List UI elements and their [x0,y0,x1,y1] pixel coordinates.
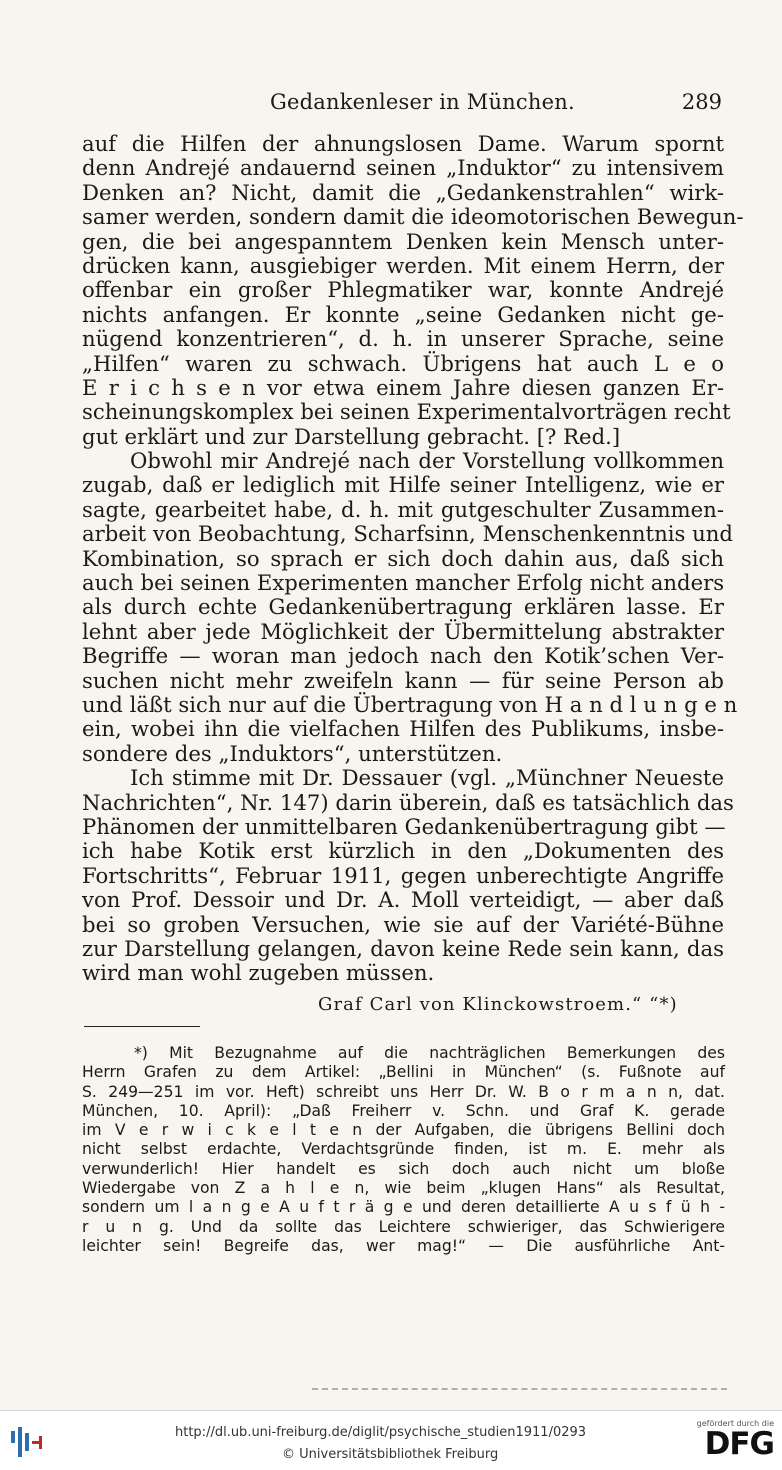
text-line: arbeit von Beobachtung, Scharfsinn, Menschenkenntnis und [82,521,733,547]
text-line: sagte, gearbeitet habe, d. h. mit gutgeschulter Zusammen- [82,496,724,522]
footnote-line: sondern um l a n g e A u f t r ä g e und deren detaillierte A u s f ü h - [82,1198,725,1217]
footnote-line: München, 10. April): „Daß Freiherr v. Schn. und Graf K. gerade [82,1101,725,1120]
text-line: E r i c h s e n vor etwa einem Jahre diesen ganzen Er- [82,374,724,400]
footnote-line: im V e r w i c k e l t e n der Aufgaben, die übrigens Bellini doch [82,1121,725,1140]
text-line: lehnt aber jede Möglichkeit der Übermittelung abstrakter [82,618,724,644]
text-line: suchen nicht mehr zweifeln kann — für seine Person ab [82,667,724,693]
ub-freiburg-logo-icon [8,1423,50,1463]
footnote-line: Wiedergabe von Z a h l e n, wie beim „klugen Hans“ als Resultat, [82,1179,725,1198]
text-line: Denken an? Nicht, damit die „Gedankenstrahlen“ wirk- [82,179,724,205]
text-line: samer werden, sondern damit die ideomotorischen Bewegun- [82,204,744,230]
footnote-line: Herrn Grafen zu dem Artikel: „Bellini in München“ (s. Fußnote auf [82,1063,725,1082]
footnote-divider [84,1026,200,1027]
text-line: Nachrichten“, Nr. 147) darin überein, daß es tatsächlich das [82,789,734,815]
scan-artifact-marks [312,1388,727,1394]
text-line: zugab, daß er lediglich mit Hilfe seiner Intelligenz, wie er [82,472,724,498]
text-line: drücken kann, ausgiebiger werden. Mit einem Herrn, der [82,252,724,278]
text-line: scheinungskomplex bei seinen Experimentalvorträgen recht [82,399,731,425]
footnote-line: S. 249—251 im vor. Heft) schreibt uns Herr Dr. W. B o r m a n n, dat. [82,1082,725,1101]
text-line: als durch echte Gedankenübertragung erklären lasse. Er [82,594,724,620]
text-line: und läßt sich nur auf die Übertragung von H a n d l u n g e n [82,691,738,717]
page-number: 289 [681,90,722,114]
text-line: Obwohl mir Andrejé nach der Vorstellung vollkommen [130,448,724,474]
text-line: Phänomen der unmittelbaren Gedankenübertragung gibt — [82,813,726,839]
footnote [82,1044,725,1256]
text-line: denn Andrejé andauernd seinen „Induktor“ zu intensivem [82,155,724,181]
footnote-line: r u n g. Und da sollte das Leichtere schwieriger, das Schwierigere [82,1217,725,1236]
text-line: ein, wobei ihn die vielfachen Hilfen des Publikums, insbe- [82,716,724,742]
dfg-funding-badge [692,1419,774,1466]
text-line: gen, die bei angespanntem Denken kein Mensch unter- [82,228,724,254]
text-line: Begriffe — woran man jedoch nach den Kotik’schen Ver- [82,643,724,669]
text-line: Kombination, so sprach er sich doch dahin aus, daß sich [82,545,724,571]
text-line: Ich stimme mit Dr. Dessauer (vgl. „Münchner Neueste [130,765,724,791]
text-line: nügend konzentrieren“, d. h. in unserer Sprache, seine [82,326,724,352]
dfg-logo: DFG [704,1426,774,1462]
author-signature: Graf Carl von Klinckowstroem.“ “*) [318,994,678,1015]
footnote-line: leichter sein! Begreife das, wer mag!“ — Die ausführliche Ant- [82,1236,725,1255]
text-line: offenbar ein großer Phlegmatiker war, konnte Andrejé [82,277,724,303]
footnote-line: *) Mit Bezugnahme auf die nachträglichen Bemerkungen des [134,1044,725,1062]
text-line: auf die Hilfen der ahnungslosen Dame. Warum spornt [82,131,724,156]
main-text [82,131,744,986]
footnote-line: nicht selbst erdachte, Verdachtsgründe finden, ist m. E. mehr als [82,1140,725,1159]
text-line: auch bei seinen Experimenten mancher Erfolg nicht anders [82,570,725,596]
dfg-caption: gefördert durch die [696,1419,774,1428]
running-head [82,90,722,116]
text-line: Fortschritts“, Februar 1911, gegen unberechtigte Angriffe [82,862,724,888]
text-line: gut erklärt und zur Darstellung gebracht. [? Red.] [82,423,621,449]
text-line: ich habe Kotik erst kürzlich in den „Dokumenten des [82,838,724,864]
text-line: nichts anfangen. Er konnte „seine Gedanken nicht ge- [82,301,724,327]
text-line: von Prof. Dessoir und Dr. A. Moll verteidigt, — aber daß [82,887,724,913]
text-line: zur Darstellung gelangen, davon keine Rede sein kann, das [82,935,724,961]
running-title: Gedankenleser in München. [270,90,575,114]
viewer-footer [0,1410,782,1470]
copyright-text: © Universitätsbibliothek Freiburg [282,1447,499,1462]
text-line: wird man wohl zugeben müssen. [82,960,435,986]
footnote-line: verwunderlich! Hier handelt es sich doch auch nicht um bloße [82,1159,725,1178]
document-url-link[interactable]: http://dl.ub.uni-freiburg.de/diglit/psychische_studien1911/0293 [175,1425,587,1440]
text-line: sondere des „Induktors“, unterstützen. [82,740,503,766]
text-line: „Hilfen“ waren zu schwach. Übrigens hat auch L e o [82,350,724,376]
text-line: bei so groben Versuchen, wie sie auf der Variété-Bühne [82,911,724,937]
